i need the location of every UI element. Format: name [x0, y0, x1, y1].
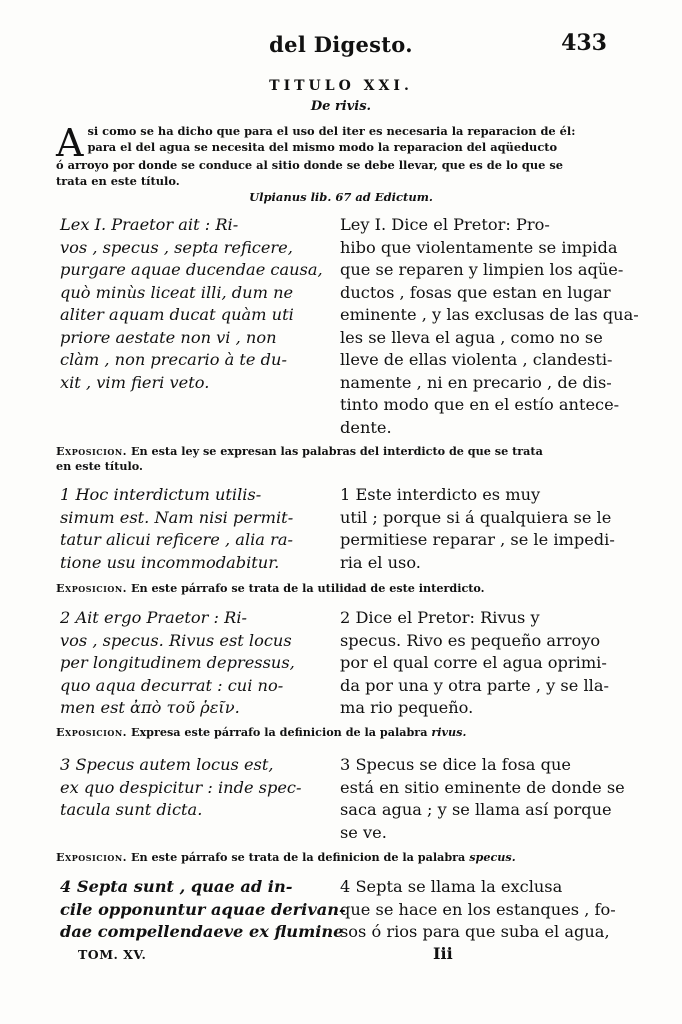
intro-line: trata en este título. — [56, 173, 180, 188]
latin-line: ex quo despicitur : inde spec- — [60, 777, 302, 797]
latin-line: Lex I. Praetor ait : Ri- — [60, 215, 239, 234]
latin-line: aliter aquam ducat quàm uti — [60, 305, 294, 324]
spanish-line: hibo que violentamente se impida — [340, 237, 618, 257]
latin-line: quo aqua decurrat : cui no- — [60, 675, 284, 695]
spanish-line: 4 Septa se llama la exclusa — [340, 877, 563, 896]
exposicion-section-2 — [56, 725, 608, 740]
title-heading: TITULO XXI. — [269, 78, 413, 94]
spanish-line: ductos , fosas que estan en lugar — [340, 282, 611, 302]
spanish-line: que se reparen y limpien los aqüe- — [340, 260, 624, 279]
spanish-line: 1 Este interdicto es muy — [340, 485, 541, 504]
latin-text-section-1 — [60, 484, 322, 574]
latin-line: tacula sunt dicta. — [60, 800, 203, 819]
spanish-line: Ley I. Dice el Pretor: Pro- — [340, 215, 550, 234]
exposicion-term: rivus. — [431, 725, 467, 739]
intro-line: ó arroyo por donde se conduce al sitio donde se debe llevar, que es de lo que se — [56, 158, 563, 172]
spanish-line: ria el uso. — [340, 552, 421, 572]
spanish-line: 2 Dice el Pretor: Rivus y — [340, 608, 540, 627]
spanish-line: 3 Specus se dice la fosa que — [340, 755, 571, 774]
latin-line: per longitudinem depressus, — [60, 653, 295, 672]
latin-line: clàm , non precario à te du- — [60, 350, 287, 369]
spanish-line: dente. — [340, 417, 392, 437]
spanish-text-section-4 — [340, 876, 616, 944]
latin-line: vos , specus , septa reficere, — [60, 237, 293, 257]
intro-line: para el del agua se necesita del mismo modo la reparacion del aqüeducto — [87, 139, 558, 154]
exposicion-text-cont: en este título. — [56, 459, 143, 473]
latin-line: vos , specus. Rivus est locus — [60, 630, 292, 650]
spanish-text-section-3 — [340, 754, 625, 844]
spanish-line: util ; porque si á qualquiera se le — [340, 507, 612, 527]
latin-line: 4 Septa sunt , quae ad in- — [60, 877, 293, 896]
intro-line: si como se ha dicho que para el uso del iter es necesaria la reparacion de él: — [87, 124, 576, 138]
latin-line: purgare aquae ducendae causa, — [60, 260, 323, 279]
exposicion-label: Exposicion. — [56, 581, 128, 595]
spanish-line: se ve. — [340, 822, 387, 842]
latin-line: cile opponuntur aquae derivan- — [60, 899, 346, 919]
spanish-line: que se hace en los estanques , fo- — [340, 899, 616, 919]
drop-cap: A — [56, 121, 84, 165]
exposicion-section-1 — [56, 581, 608, 596]
spanish-line: les se lleva el agua , como no se — [340, 327, 603, 347]
volume-signature: TOM. XV. — [78, 947, 147, 962]
exposicion-text: En este párrafo se trata de la utilidad de este interdicto. — [130, 581, 485, 595]
spanish-line: eminente , y las exclusas de las qua- — [340, 305, 639, 324]
page-number: 433 — [561, 30, 607, 56]
exposicion-text: En esta ley se expresan las palabras del interdicto de que se trata — [130, 444, 543, 458]
running-title: del Digesto. — [269, 32, 413, 57]
latin-text-section-4 — [60, 876, 346, 944]
spanish-line: sos ó rios para que suba el agua, — [340, 922, 610, 941]
spanish-line: tinto modo que en el estío antece- — [340, 395, 620, 414]
spanish-line: da por una y otra parte , y se lla- — [340, 675, 609, 695]
spanish-line: permitiese reparar , se le impedi- — [340, 530, 615, 549]
latin-line: 2 Ait ergo Praetor : Ri- — [60, 608, 247, 627]
latin-line: priore aestate non vi , non — [60, 327, 277, 347]
latin-text-section-2 — [60, 607, 322, 720]
latin-line: quò minùs liceat illi, dum ne — [60, 282, 294, 302]
latin-text-lex-1 — [60, 214, 322, 394]
spanish-text-ley-1 — [340, 214, 639, 439]
latin-line: tatur alicui reficere , alia ra- — [60, 530, 293, 549]
source-citation: Ulpianus lib. 67 ad Edictum. — [249, 190, 433, 204]
spanish-line: namente , ni en precario , de dis- — [340, 372, 612, 392]
latin-line: dae compellendaeve ex flumine — [60, 922, 344, 941]
exposicion-section-3 — [56, 850, 608, 865]
latin-line: men est ἀπὸ τοῦ ῥεῖν. — [60, 698, 240, 717]
latin-text-section-3 — [60, 754, 322, 822]
latin-line: simum est. Nam nisi permit- — [60, 507, 294, 527]
spanish-line: saca agua ; y se llama así porque — [340, 800, 612, 819]
intro-paragraph — [56, 121, 606, 189]
spanish-text-section-1 — [340, 484, 615, 574]
exposicion-label: Exposicion. — [56, 444, 128, 458]
latin-line: xit , vim fieri veto. — [60, 372, 210, 392]
exposicion-term: specus. — [469, 850, 516, 864]
spanish-line: ma rio pequeño. — [340, 698, 474, 717]
spanish-line: está en sitio eminente de donde se — [340, 777, 625, 797]
spanish-line: specus. Rivo es pequeño arroyo — [340, 630, 601, 650]
latin-line: tione usu incommodabitur. — [60, 552, 280, 572]
exposicion-text: Expresa este párrafo la definicion de la palabra — [130, 725, 428, 739]
latin-line: 1 Hoc interdictum utilis- — [60, 485, 262, 504]
exposicion-text: En este párrafo se trata de la definicion de la palabra — [130, 850, 466, 864]
subtitle: De rivis. — [310, 99, 372, 114]
spanish-line: por el qual corre el agua oprimi- — [340, 653, 607, 672]
exposicion-lex-1 — [56, 444, 608, 474]
latin-line: 3 Specus autem locus est, — [60, 755, 274, 774]
exposicion-label: Exposicion. — [56, 850, 128, 864]
spanish-text-section-2 — [340, 607, 608, 720]
catchword: Iii — [433, 944, 453, 963]
spanish-line: lleve de ellas violenta , clandesti- — [340, 350, 613, 369]
exposicion-label: Exposicion. — [56, 725, 128, 739]
